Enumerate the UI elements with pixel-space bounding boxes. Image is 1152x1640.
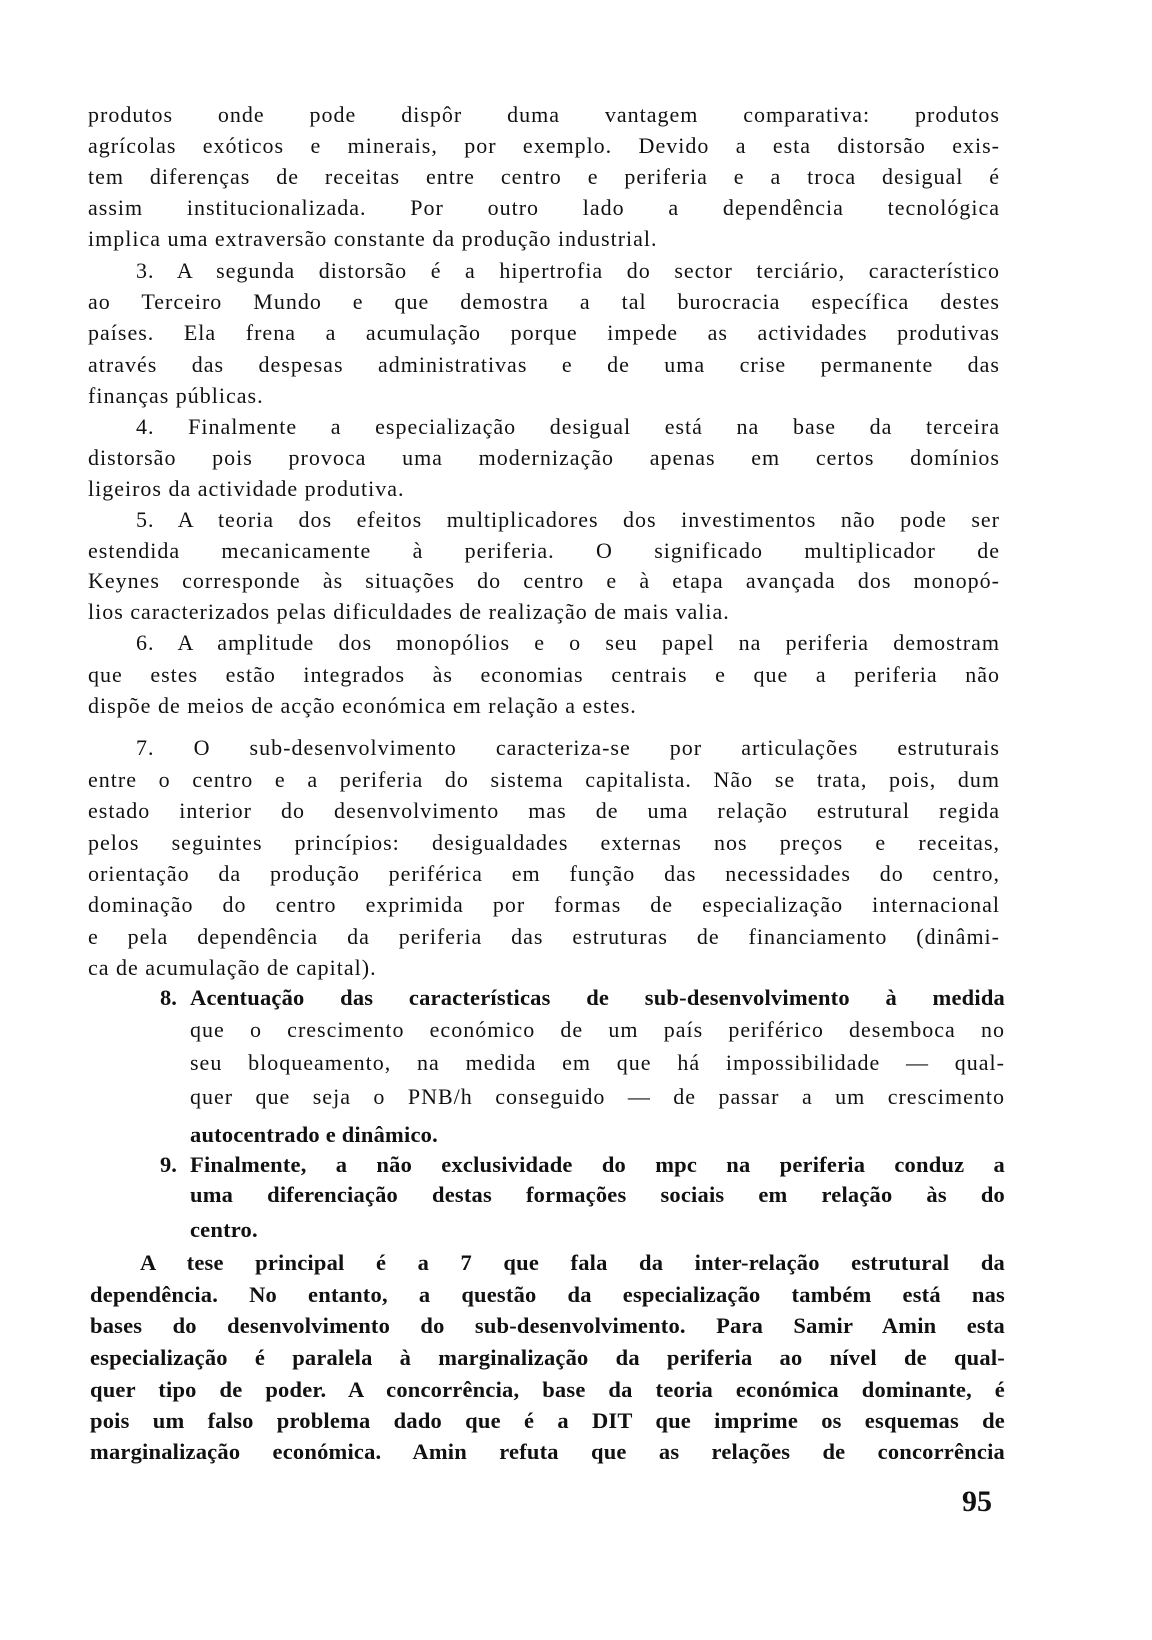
text-line: 6. A amplitude dos monopólios e o seu papel na periferia demostram: [136, 630, 1000, 655]
text-line: especialização é paralela à marginalização da periferia ao nível de qual-: [90, 1345, 1005, 1370]
text-line: dependência. No entanto, a questão da especialização também está nas: [90, 1282, 1005, 1307]
text-line: ao Terceiro Mundo e que demostra a tal burocracia específica destes: [88, 289, 1000, 314]
item-number: 9.: [160, 1152, 177, 1177]
text-line: bases do desenvolvimento do sub-desenvolvimento. Para Samir Amin esta: [90, 1313, 1005, 1338]
text-line: Acentuação das características de sub-desenvolvimento à medida: [190, 985, 1005, 1010]
text-line: distorsão pois provoca uma modernização apenas em certos domínios: [88, 445, 1000, 470]
text-line: lios caracterizados pelas dificuldades de realização de mais valia.: [88, 599, 730, 624]
text-line: tem diferenças de receitas entre centro e periferia e a troca desigual é: [88, 164, 1000, 189]
text-line: implica uma extraversão constante da produção industrial.: [88, 226, 658, 251]
text-line: através das despesas administrativas e de uma crise permanente das: [88, 352, 1000, 377]
text-line: produtos onde pode dispôr duma vantagem comparativa: produtos: [88, 102, 1000, 127]
text-line: pois um falso problema dado que é a DIT que imprime os esquemas de: [90, 1408, 1005, 1433]
text-line: assim institucionalizada. Por outro lado a dependência tecnológica: [88, 195, 1000, 220]
text-line: 3. A segunda distorsão é a hipertrofia do sector terciário, característico: [136, 258, 1000, 283]
text-line: que o crescimento económico de um país periférico desemboca no: [190, 1017, 1005, 1042]
text-line: centro.: [190, 1217, 258, 1242]
text-line: países. Ela frena a acumulação porque impede as actividades produtivas: [88, 320, 1000, 345]
text-line: finanças públicas.: [88, 383, 264, 408]
text-line: 7. O sub-desenvolvimento caracteriza-se por articulações estruturais: [136, 735, 1000, 760]
text-line: 5. A teoria dos efeitos multiplicadores dos investimentos não pode ser: [136, 507, 1000, 532]
text-line: dispõe de meios de acção económica em relação a estes.: [88, 693, 637, 718]
text-line: ligeiros da actividade produtiva.: [88, 476, 405, 501]
text-line: pelos seguintes princípios: desigualdades externas nos preços e receitas,: [88, 830, 1000, 855]
text-line: estendida mecanicamente à periferia. O significado multiplicador de: [88, 538, 1000, 563]
text-line: e pela dependência da periferia das estruturas de financiamento (dinâmi-: [88, 924, 1000, 949]
text-line: marginalização económica. Amin refuta que as relações de concorrência: [90, 1439, 1005, 1464]
text-line: dominação do centro exprimida por formas de especialização internacional: [88, 892, 1000, 917]
text-line: Keynes corresponde às situações do centro e à etapa avançada dos monopó-: [88, 568, 1000, 593]
text-line: quer que seja o PNB/h conseguido — de passar a um crescimento: [190, 1084, 1005, 1109]
text-line: orientação da produção periférica em função das necessidades do centro,: [88, 861, 1000, 886]
text-line: uma diferenciação destas formações sociais em relação às do: [190, 1182, 1005, 1207]
text-line: estado interior do desenvolvimento mas de uma relação estrutural regida: [88, 798, 1000, 823]
text-line: entre o centro e a periferia do sistema capitalista. Não se trata, pois, dum: [88, 767, 1000, 792]
text-line: quer tipo de poder. A concorrência, base da teoria económica dominante, é: [90, 1377, 1005, 1402]
text-line: Finalmente, a não exclusividade do mpc na periferia conduz a: [190, 1152, 1005, 1177]
text-line: ca de acumulação de capital).: [88, 955, 377, 980]
text-line: 4. Finalmente a especialização desigual está na base da terceira: [136, 414, 1000, 439]
text-line: agrícolas exóticos e minerais, por exemplo. Devido a esta distorsão exis-: [88, 133, 1000, 158]
text-line: autocentrado e dinâmico.: [190, 1122, 438, 1147]
page-number: 95: [962, 1485, 992, 1518]
text-line: que estes estão integrados às economias centrais e que a periferia não: [88, 662, 1000, 687]
text-line: A tese principal é a 7 que fala da inter-relação estrutural da: [140, 1250, 1005, 1275]
text-line: seu bloqueamento, na medida em que há impossibilidade — qual-: [190, 1050, 1005, 1075]
item-number: 8.: [160, 985, 177, 1010]
